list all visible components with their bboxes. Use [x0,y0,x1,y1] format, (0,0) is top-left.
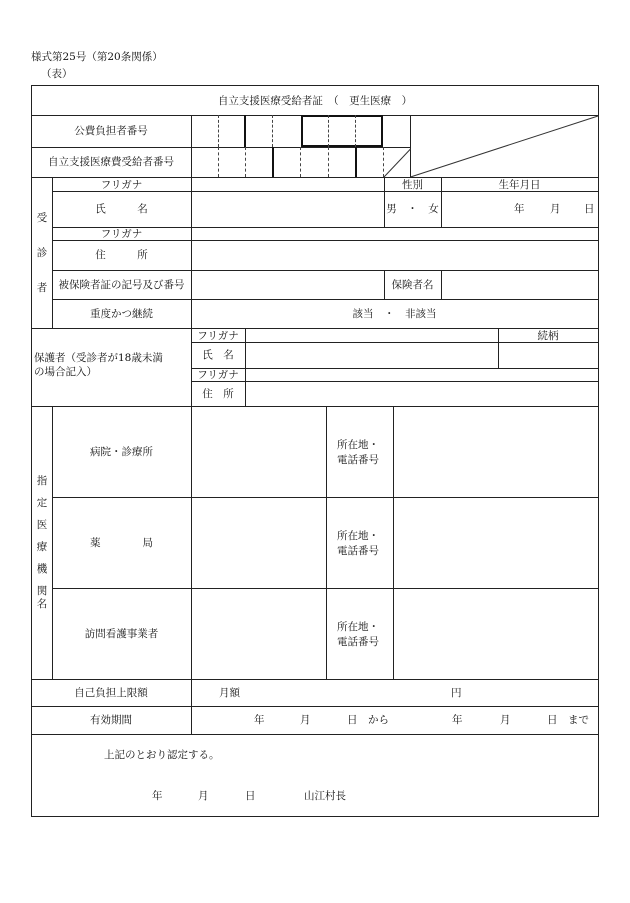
guardian-label-line2: の場合記入） [34,366,97,378]
certification-year: 年 [152,790,163,802]
gender-label: 性別 [402,179,423,191]
severe-continuous-label: 重度かつ継続 [90,308,153,320]
issuer-name: 山江村長 [304,790,346,802]
institution-section-char-7: 名 [36,598,48,610]
guardian-label-line1: 保護者（受診者が18歳未満 [34,352,163,364]
birth-day-unit: 日 [584,203,595,215]
birthdate-label: 生年月日 [498,179,541,191]
home-nursing-location-label: 所在地・ [337,621,379,633]
validity-end-month: 月 [500,714,511,726]
certification-month: 月 [198,790,209,802]
patient-name-label: 氏 名 [95,203,148,215]
form-number: 様式第25号（第20条関係） [31,51,163,63]
payer-number-label: 公費負担者番号 [74,125,148,137]
institution-section-char-5: 機 [36,563,48,575]
patient-furigana-label: フリガナ [100,179,143,191]
institution-section-char-6: 関 [36,585,48,597]
patient-address-furigana-label: フリガナ [100,228,143,240]
relationship-label: 続柄 [537,330,559,342]
guardian-name-label: 氏 名 [202,349,234,361]
recipient-number-label: 自立支援医療費受給者番号 [48,156,174,168]
validity-end-year: 年 [452,714,463,726]
home-nursing-label: 訪問看護事業者 [84,628,159,640]
validity-start-month: 月 [300,714,311,726]
patient-section-char-3: 者 [36,282,48,294]
validity-start-day: 日 [347,714,358,726]
validity-until: まで [568,714,589,726]
validity-end-day: 日 [547,714,558,726]
birth-year-unit: 年 [514,203,525,215]
pharmacy-location-label: 所在地・ [337,530,379,542]
institution-section-char-3: 医 [36,519,48,531]
monthly-amount-label: 月額 [219,687,240,699]
guardian-address-furigana-label: フリガナ [197,369,239,381]
insurer-name-label: 保険者名 [391,279,434,291]
hospital-clinic-label: 病院・診療所 [90,446,153,458]
insurance-number-label: 被保険者証の記号及び番号 [58,279,185,291]
institution-section-char-4: 療 [36,541,48,553]
patient-address-label: 住 所 [95,249,148,261]
certificate-title: 自立支援医療受給者証 （ 更生医療 ） [217,95,413,107]
hospital-phone-label: 電話番号 [337,454,379,466]
gender-options: 男 ・ 女 [386,203,439,215]
side-label: （表） [41,68,73,80]
birth-month-unit: 月 [550,203,561,215]
copay-limit-label: 自己負担上限額 [74,687,148,699]
home-nursing-phone-label: 電話番号 [337,636,379,648]
patient-section-char-2: 診 [36,247,48,259]
certification-statement: 上記のとおり認定する。 [104,749,220,761]
pharmacy-label: 薬 局 [90,537,153,549]
severe-continuous-options: 該当 ・ 非該当 [352,308,437,320]
institution-section-char-2: 定 [36,497,48,509]
certification-day: 日 [245,790,256,802]
institution-section-char-1: 指 [36,475,48,487]
hospital-location-label: 所在地・ [337,439,379,451]
pharmacy-phone-label: 電話番号 [337,545,379,557]
guardian-furigana-label: フリガナ [197,330,239,342]
yen-unit: 円 [451,687,462,699]
validity-from: から [368,714,389,726]
validity-period-label: 有効期間 [90,714,132,726]
guardian-address-label: 住 所 [202,388,234,400]
validity-start-year: 年 [254,714,265,726]
patient-section-char-1: 受 [36,212,48,224]
